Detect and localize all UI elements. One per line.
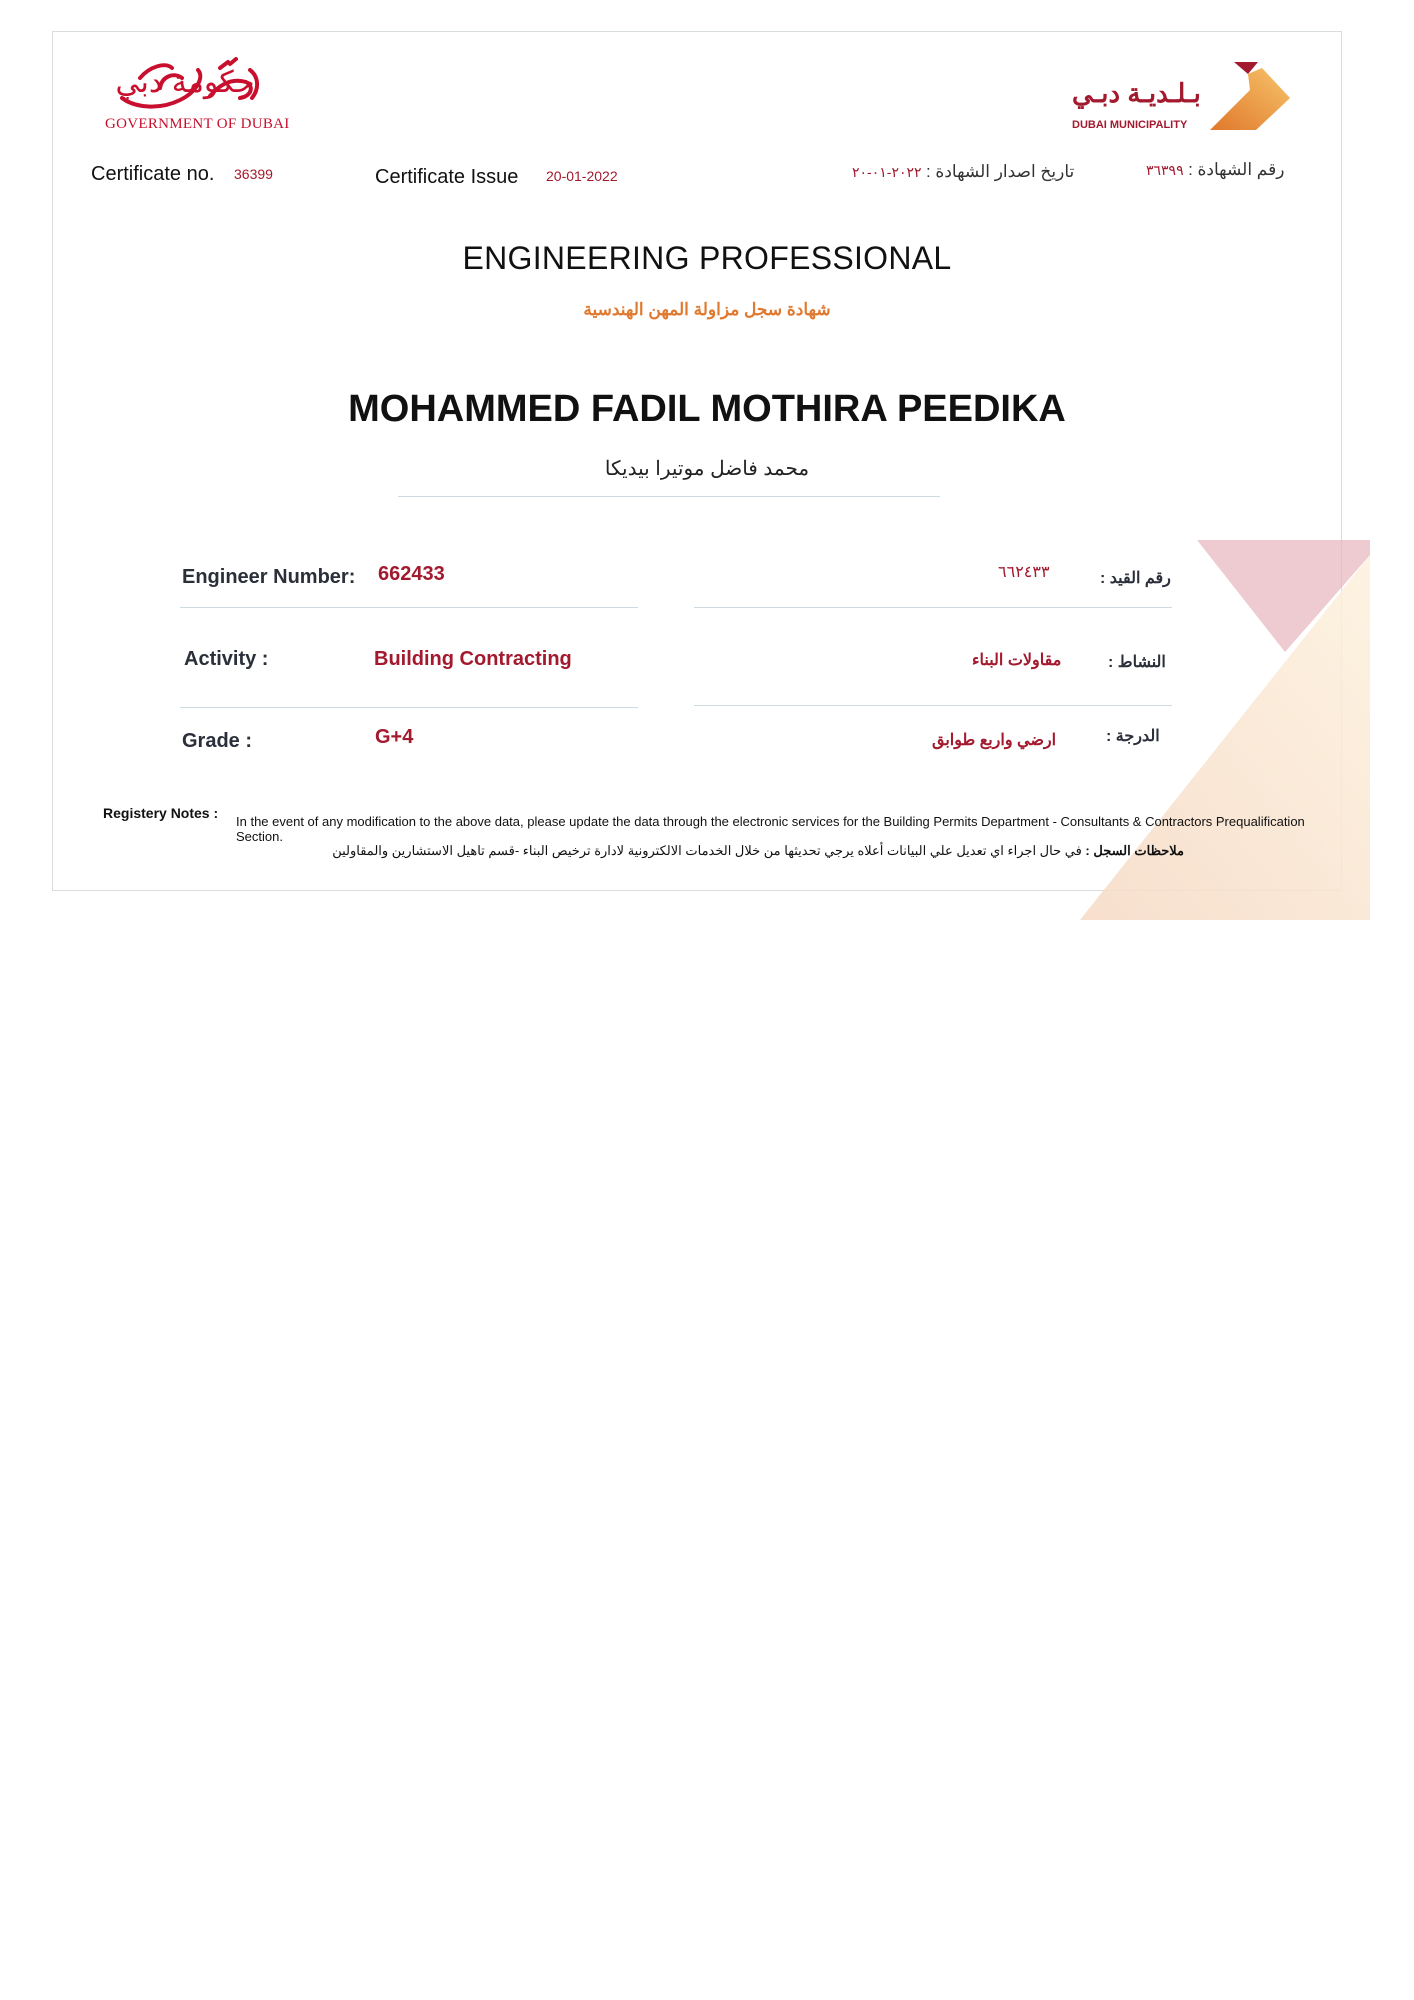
activity-value-arabic: مقاولات البناء (972, 652, 1062, 669)
activity-label: Activity : (184, 648, 269, 670)
engineer-number-label-arabic: رقم القيد : (1100, 570, 1171, 587)
grade-label: Grade : (182, 730, 253, 752)
registery-notes-arabic-text: في حال اجراء اي تعديل علي البيانات أعلاه يرجي تحديثها من خلال الخدمات الالكترونية لادارة ترخيص البناء -قسم تاهيل الاستشارين والمقاولين (332, 843, 1082, 858)
government-of-dubai-logo-icon (100, 48, 270, 120)
activity-divider (180, 707, 638, 708)
certificate-no-arabic (1146, 160, 1284, 180)
holder-name-arabic: محمد فاضل موتيرا بيديكا (604, 458, 810, 480)
engineer-number-value-arabic: ٦٦٢٤٣٣ (998, 564, 1050, 581)
certificate-no-value: 36399 (234, 166, 273, 182)
issue-date-arabic (852, 162, 1074, 182)
name-underline (398, 496, 940, 497)
grade-value: G+4 (375, 726, 414, 748)
engineer-number-divider-arabic (694, 607, 1172, 608)
dm-logo-english-text: DUBAI MUNICIPALITY (1072, 119, 1188, 131)
certificate-title-arabic: شهادة سجل مزاولة المهن الهندسية (583, 300, 831, 319)
dm-logo-arabic-text: بـلـديـة دبـي (1072, 78, 1201, 108)
issue-date-value-ar: ٢٠٢٢-٠١-٢٠ (852, 164, 922, 180)
certificate-no-value-ar: ٣٦٣٩٩ (1146, 162, 1184, 178)
activity-label-arabic: النشاط : (1108, 654, 1166, 671)
certificate-issue-value: 20-01-2022 (546, 168, 618, 184)
gov-logo-arabic-text: حكومة دبي (115, 65, 255, 100)
grade-label-arabic: الدرجة : (1106, 728, 1160, 745)
certificate-issue-label: Certificate Issue (375, 166, 519, 188)
registery-notes-arabic (300, 843, 1184, 859)
certificate-no-label-ar: رقم الشهادة : (1188, 160, 1285, 179)
issue-date-label-ar: تاريخ اصدار الشهادة : (925, 162, 1075, 181)
registery-notes-label-arabic: ملاحظات السجل : (1085, 843, 1184, 858)
registery-notes-label: Registery Notes : (103, 805, 219, 821)
registery-notes-english: In the event of any modification to the above data, please update the data through the electronic services for the Building Permits Department - Consultants & Contractors Prequalification Section. (236, 814, 1305, 844)
engineer-number-divider (180, 607, 638, 608)
engineer-number-label: Engineer Number: (182, 566, 356, 588)
grade-value-arabic: ارضي واربع طوابق (932, 732, 1057, 749)
certificate-no-label: Certificate no. (91, 163, 215, 185)
holder-name-english: MOHAMMED FADIL MOTHIRA PEEDIKA (348, 388, 1066, 430)
gov-logo-english-text: GOVERNMENT OF DUBAI (105, 116, 290, 132)
activity-value: Building Contracting (374, 648, 572, 670)
dubai-municipality-logo-icon (1190, 62, 1290, 132)
certificate-title: ENGINEERING PROFESSIONAL (462, 240, 952, 276)
engineer-number-value: 662433 (378, 563, 445, 585)
activity-divider-arabic (694, 705, 1172, 706)
